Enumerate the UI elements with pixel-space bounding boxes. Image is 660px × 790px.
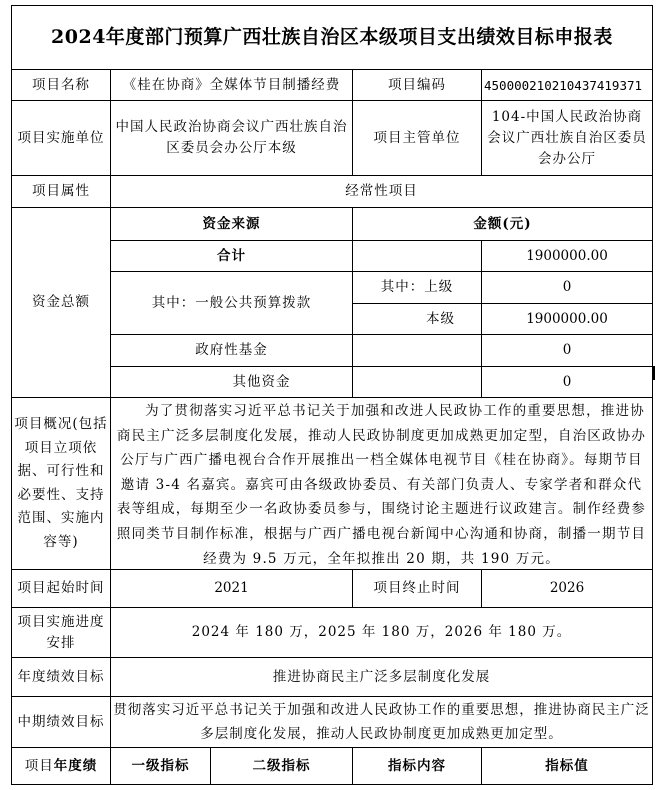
funding-total-blank <box>352 240 482 272</box>
implementing-unit-label: 项目实施单位 <box>11 100 111 176</box>
indicators-row-label <box>11 747 111 785</box>
project-name-value: 《桂在协商》全媒体节目制播经费 <box>110 69 353 101</box>
project-attribute-label: 项目属性 <box>11 175 111 208</box>
indicators-row-label-bold: 年度绩 <box>53 757 98 774</box>
end-time-label: 项目终止时间 <box>352 569 482 608</box>
project-code-label: 项目编码 <box>352 69 482 101</box>
overview-label: 项目概况(包括项目立项依据、可行性和必要性、支持范围、实施内容等) <box>11 397 111 570</box>
end-time-value: 2026 <box>481 569 653 608</box>
funding-total-row-label: 合计 <box>110 240 353 272</box>
indicator-level1-header: 一级指标 <box>110 747 211 785</box>
schedule-label: 项目实施进度安排 <box>11 607 111 658</box>
project-name-label: 项目名称 <box>11 69 111 101</box>
general-budget-local-value: 1900000.00 <box>481 303 653 335</box>
funding-total-label: 资金总额 <box>11 207 111 398</box>
general-budget-upper-value: 0 <box>481 271 653 304</box>
indicator-level2-header: 二级指标 <box>210 747 353 785</box>
project-code-value: 450000210210437419371 <box>481 69 653 101</box>
government-fund-value: 0 <box>481 334 653 367</box>
overview-text: 为了贯彻落实习近平总书记关于加强和改进人民政协工作的重要思想，推进协商民主广泛多层制度化发展，推动人民政协制度更加成熟更加定型，自治区政协办公厅与广西广播电视台合作开展推出一档全媒体电视节目《桂在协商》。每期节目邀请 3-4 名嘉宾。嘉宾可由各级政协委员、有关部门负责人、专家学者和群众代表等组成，每期至少一名政协委员参与，围绕讨论主题进行议政建言。制作经费参照同类节目制作标准，根据与广西广播电视台新闻中心沟通和协商，制播一期节目经费为 9.5 万元，全年拟推出 20 期，共 190 万元。 <box>110 397 653 570</box>
government-fund-label: 政府性基金 <box>110 334 353 367</box>
start-time-value: 2021 <box>110 569 353 608</box>
government-fund-blank <box>352 334 482 367</box>
general-budget-local-label: 本级 <box>352 303 482 335</box>
annual-goal-label: 年度绩效目标 <box>11 657 111 697</box>
general-budget-label: 其中：一般公共预算拨款 <box>110 271 353 335</box>
indicator-content-header: 指标内容 <box>352 747 482 785</box>
border-mark <box>652 366 655 380</box>
project-attribute-value: 经常性项目 <box>110 175 653 208</box>
other-funds-value: 0 <box>481 366 653 398</box>
general-budget-upper-label: 其中：上级 <box>352 271 482 304</box>
funding-total-value: 1900000.00 <box>481 240 653 272</box>
supervising-unit-value: 104-中国人民政治协商会议广西壮族自治区委员会办公厅 <box>481 100 653 176</box>
midterm-goal-label: 中期绩效目标 <box>11 696 111 748</box>
start-time-label: 项目起始时间 <box>11 569 111 608</box>
funding-amount-header: 金额(元) <box>352 207 653 241</box>
indicators-row-label-normal: 项目 <box>24 757 54 774</box>
other-funds-label: 其他资金 <box>110 366 353 398</box>
indicator-value-header: 指标值 <box>481 747 653 785</box>
other-funds-blank <box>352 366 482 398</box>
midterm-goal-value: 贯彻落实习近平总书记关于加强和改进人民政协工作的重要思想，推进协商民主广泛多层制度化发展，推动人民政协制度更加成熟更加定型。 <box>110 696 653 748</box>
form-title: 2024年度部门预算广西壮族自治区本级项目支出绩效目标申报表 <box>11 5 653 70</box>
schedule-value: 2024 年 180 万，2025 年 180 万，2026 年 180 万。 <box>110 607 653 658</box>
annual-goal-value: 推进协商民主广泛多层制度化发展 <box>110 657 653 697</box>
implementing-unit-value: 中国人民政治协商会议广西壮族自治区委员会办公厅本级 <box>110 100 353 176</box>
funding-source-header: 资金来源 <box>110 207 353 241</box>
supervising-unit-label: 项目主管单位 <box>352 100 482 176</box>
